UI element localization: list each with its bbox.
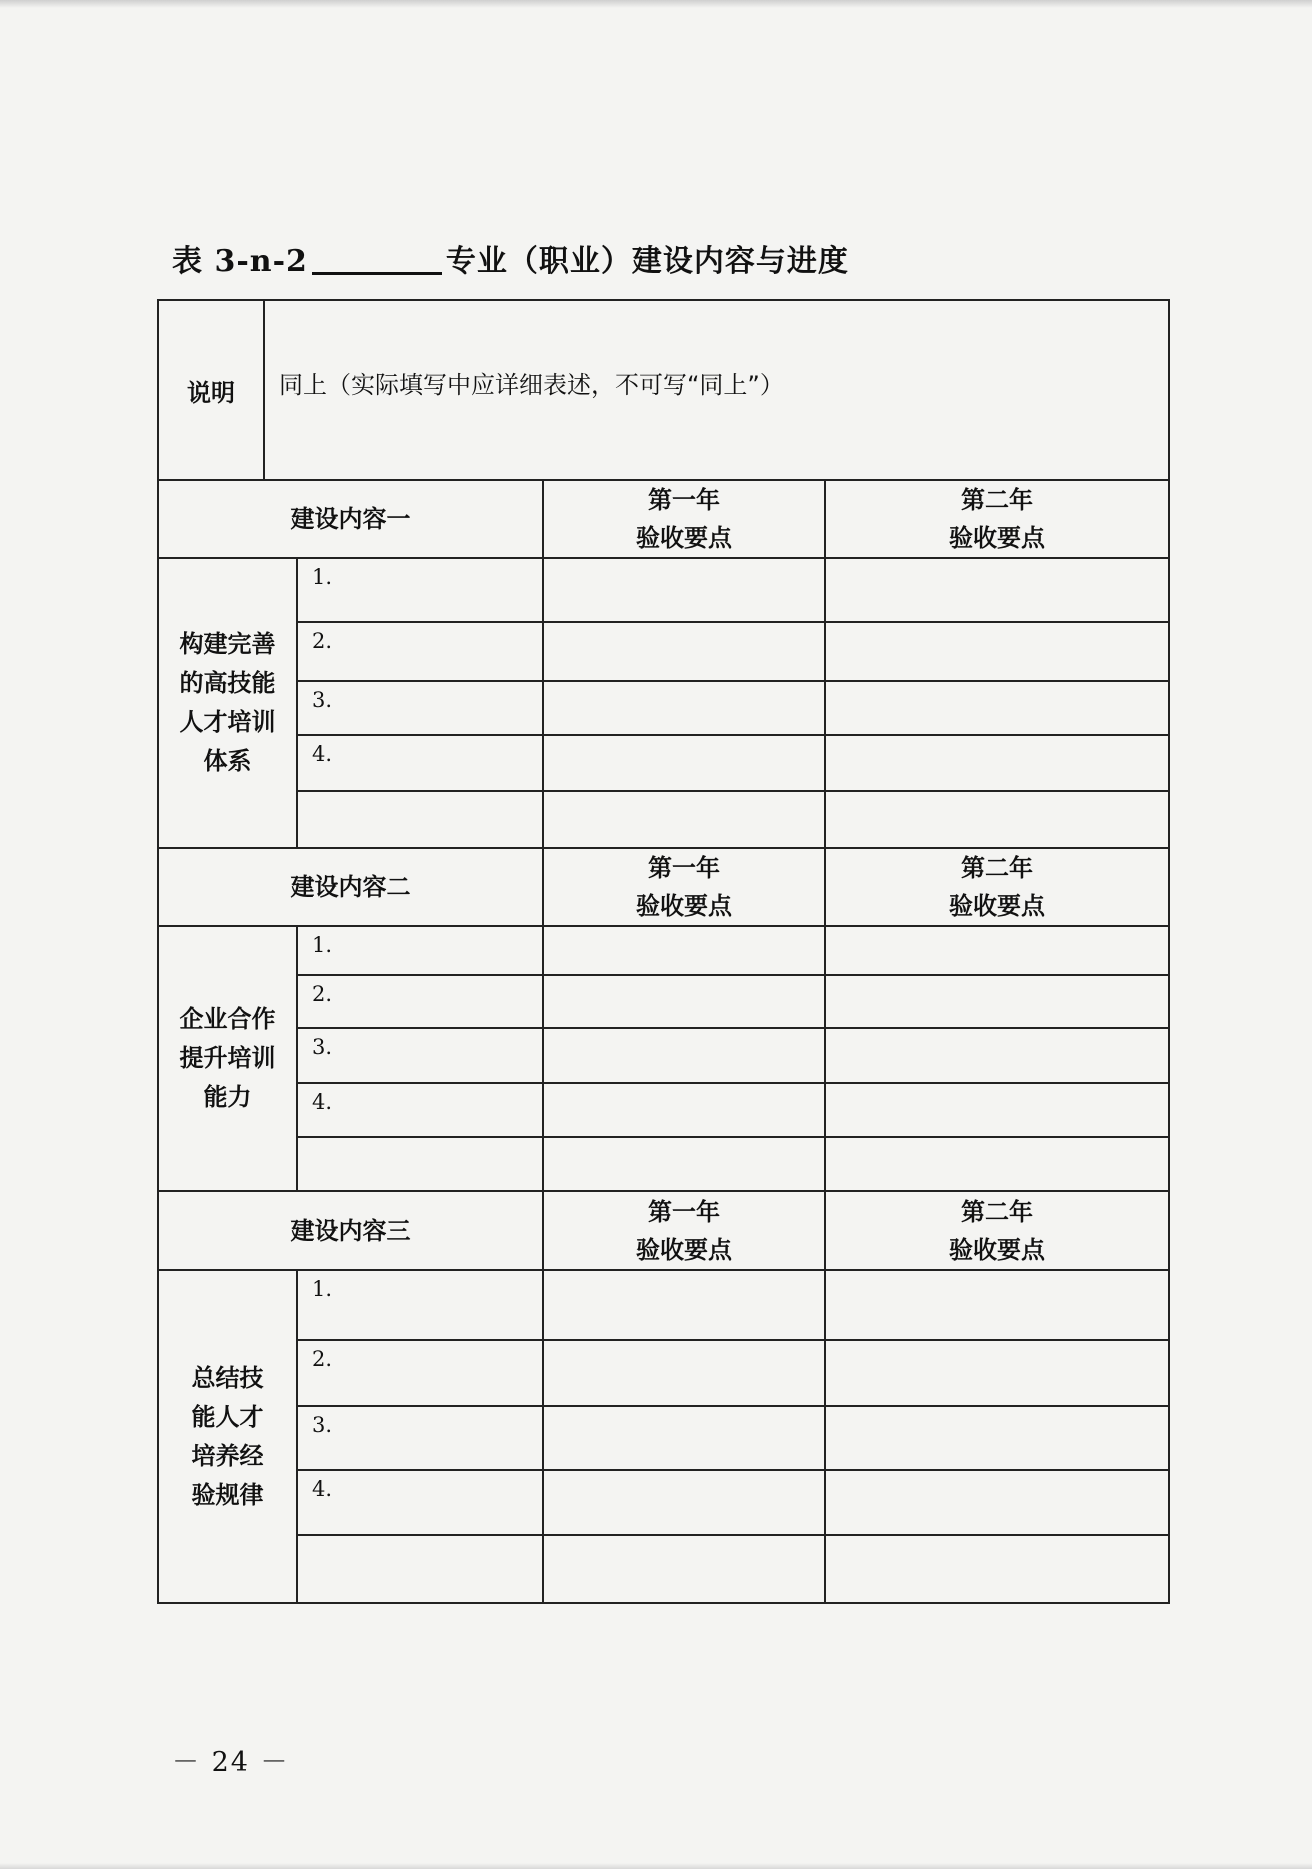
item-row <box>158 622 1169 681</box>
side-label-line: 能人才 <box>191 1402 264 1431</box>
section-header-row <box>158 1191 1169 1270</box>
year2-cell[interactable] <box>825 1270 1169 1340</box>
side-label-line: 体系 <box>203 747 252 775</box>
year1-cell[interactable] <box>543 1340 825 1406</box>
year1-title: 第一年 <box>648 854 720 882</box>
year2-subtitle: 验收要点 <box>949 524 1045 552</box>
item-row <box>158 1270 1169 1340</box>
item-row <box>158 558 1169 622</box>
item-cell[interactable]: 3. <box>297 1028 543 1083</box>
year2-cell[interactable] <box>825 1028 1169 1083</box>
item-cell[interactable] <box>297 1535 543 1603</box>
description-row <box>158 300 1169 480</box>
year2-cell[interactable] <box>825 791 1169 848</box>
side-label-line: 能力 <box>203 1083 252 1111</box>
year2-header <box>825 480 1169 558</box>
year2-subtitle: 验收要点 <box>949 892 1045 920</box>
section-side-label <box>158 558 297 848</box>
description-label: 说明 <box>158 300 264 480</box>
year1-cell[interactable] <box>543 1028 825 1083</box>
year1-cell[interactable] <box>543 622 825 681</box>
page-title <box>172 242 849 279</box>
year2-cell[interactable] <box>825 1470 1169 1535</box>
year1-cell[interactable] <box>543 681 825 735</box>
construction-progress-table <box>157 299 1170 1604</box>
year1-cell[interactable] <box>543 735 825 791</box>
item-row <box>158 1535 1169 1603</box>
title-blank-line <box>312 242 442 275</box>
year1-cell[interactable] <box>543 1137 825 1191</box>
side-label-line: 总结技 <box>191 1363 264 1392</box>
year1-cell[interactable] <box>543 1535 825 1603</box>
item-cell[interactable]: 2. <box>297 1340 543 1406</box>
section-header-row <box>158 480 1169 558</box>
year2-cell[interactable] <box>825 735 1169 791</box>
side-label-line: 的高技能 <box>179 669 276 697</box>
section-header: 建设内容一 <box>158 480 543 558</box>
item-cell[interactable]: 4. <box>297 1083 543 1137</box>
page-edge <box>0 0 1312 8</box>
description-text[interactable]: 同上（实际填写中应详细表述，不可写“同上”） <box>264 300 1169 480</box>
year1-subtitle: 验收要点 <box>636 1235 732 1264</box>
item-row <box>158 1083 1169 1137</box>
year2-cell[interactable] <box>825 1137 1169 1191</box>
side-label-line: 企业合作 <box>179 1005 276 1033</box>
year2-cell[interactable] <box>825 975 1169 1028</box>
item-cell[interactable]: 3. <box>297 1406 543 1470</box>
year2-cell[interactable] <box>825 681 1169 735</box>
side-label-line: 培养经 <box>191 1441 264 1470</box>
year2-title: 第二年 <box>961 854 1033 882</box>
year1-cell[interactable] <box>543 558 825 622</box>
side-label-line: 人才培训 <box>179 708 276 736</box>
year1-header <box>543 1191 825 1270</box>
item-cell[interactable]: 2. <box>297 622 543 681</box>
item-cell[interactable]: 2. <box>297 975 543 1028</box>
item-cell[interactable]: 3. <box>297 681 543 735</box>
year2-cell[interactable] <box>825 1535 1169 1603</box>
title-prefix: 表 3-n-2 <box>172 244 308 279</box>
year1-header <box>543 480 825 558</box>
item-row <box>158 975 1169 1028</box>
year1-header <box>543 848 825 926</box>
year2-title: 第二年 <box>961 486 1033 514</box>
item-row <box>158 735 1169 791</box>
item-row <box>158 1340 1169 1406</box>
year1-cell[interactable] <box>543 791 825 848</box>
item-cell[interactable]: 1. <box>297 926 543 975</box>
section-side-label <box>158 1270 297 1603</box>
year1-cell[interactable] <box>543 926 825 975</box>
year2-cell[interactable] <box>825 1083 1169 1137</box>
year1-cell[interactable] <box>543 1083 825 1137</box>
year1-cell[interactable] <box>543 1406 825 1470</box>
item-row <box>158 1470 1169 1535</box>
item-cell[interactable] <box>297 791 543 848</box>
year2-cell[interactable] <box>825 1340 1169 1406</box>
item-row <box>158 791 1169 848</box>
item-cell[interactable]: 4. <box>297 735 543 791</box>
year2-title: 第二年 <box>961 1197 1033 1226</box>
page-number: － 24 － <box>172 1747 290 1778</box>
year1-title: 第一年 <box>648 486 720 514</box>
item-cell[interactable]: 1. <box>297 1270 543 1340</box>
year1-title: 第一年 <box>648 1197 720 1226</box>
item-cell[interactable]: 1. <box>297 558 543 622</box>
year2-cell[interactable] <box>825 622 1169 681</box>
side-label-line: 提升培训 <box>179 1044 276 1072</box>
year1-cell[interactable] <box>543 975 825 1028</box>
page-edge <box>0 1863 1312 1869</box>
item-row <box>158 1406 1169 1470</box>
year1-cell[interactable] <box>543 1470 825 1535</box>
side-label-line: 构建完善 <box>179 630 276 658</box>
item-row <box>158 681 1169 735</box>
year2-header <box>825 1191 1169 1270</box>
item-row <box>158 926 1169 975</box>
section-header-row <box>158 848 1169 926</box>
item-row <box>158 1137 1169 1191</box>
year2-subtitle: 验收要点 <box>949 1235 1045 1264</box>
section-header: 建设内容二 <box>158 848 543 926</box>
section-side-label <box>158 926 297 1191</box>
item-cell[interactable] <box>297 1137 543 1191</box>
year2-cell[interactable] <box>825 1406 1169 1470</box>
year1-subtitle: 验收要点 <box>636 892 732 920</box>
side-label-line: 验规律 <box>191 1480 264 1509</box>
title-suffix: 专业（职业）建设内容与进度 <box>445 244 849 279</box>
year2-cell[interactable] <box>825 558 1169 622</box>
year2-cell[interactable] <box>825 926 1169 975</box>
item-cell[interactable]: 4. <box>297 1470 543 1535</box>
year1-cell[interactable] <box>543 1270 825 1340</box>
year1-subtitle: 验收要点 <box>636 524 732 552</box>
item-row <box>158 1028 1169 1083</box>
year2-header <box>825 848 1169 926</box>
section-header: 建设内容三 <box>158 1191 543 1270</box>
